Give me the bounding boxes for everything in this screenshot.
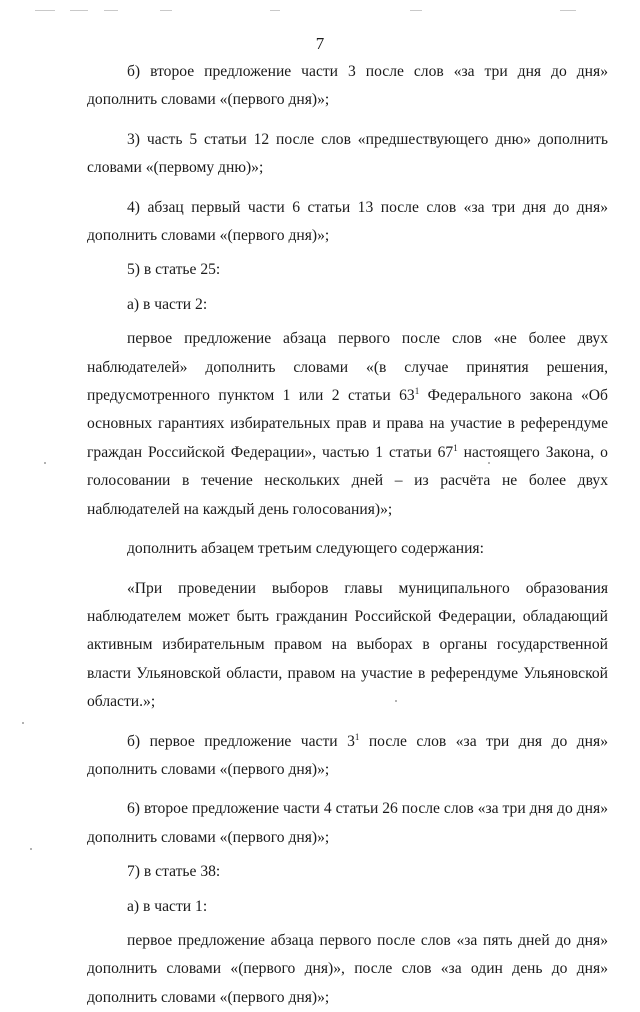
paragraph: 3) часть 5 статьи 12 после слов «предшествующего дню» дополнить словами «(первому дню)»; (87, 130, 608, 177)
superscript: 1 (354, 731, 360, 742)
superscript: 1 (414, 386, 420, 397)
paragraph-text: Федерального закона «Об основных гарантиях избирательных прав и права на участие в референдуме граждан Российской Федерации», частью 1 статьи 67 (87, 387, 608, 461)
scan-artifact (70, 10, 88, 11)
paragraph: а) в части 2: (127, 295, 208, 313)
paragraph: 5) в статье 25: (127, 261, 221, 279)
quoted-paragraph: «При проведении выборов главы муниципального образования наблюдателем может быть гражданин Российской Федерации, обладающий активным избирательным правом на выборах в органы государственной власти Ульяновской области, правом на участие в референдуме Ульяновской области.»; (87, 579, 608, 711)
paragraph: 6) второе предложение части 4 статьи 26 после слов «за три дня до дня» дополнить словами «(первого дня)»; (87, 800, 608, 846)
document-body (87, 58, 608, 1012)
paragraph-text: б) первое предложение части 3 (127, 732, 355, 750)
paragraph: а) в части 1: (127, 897, 208, 915)
scan-artifact (560, 10, 576, 11)
scan-artifact (35, 10, 55, 11)
scan-speck (44, 462, 46, 464)
paragraph: б) второе предложение части 3 после слов «за три дня до дня» дополнить словами «(первого дня)»; (87, 63, 608, 109)
paragraph: 4) абзац первый части 6 статьи 13 после слов «за три дня до дня» дополнить словами «(первого дня)»; (87, 198, 608, 245)
scan-artifact (104, 10, 118, 11)
paragraph-text: настоящего Закона, о голосовании в течение нескольких дней – из расчёта не более двух наблюдателей на каждый день голосования)»; (87, 443, 608, 518)
superscript: 1 (453, 442, 458, 453)
scan-artifact (270, 10, 280, 11)
paragraph: дополнить абзацем третьим следующего содержания: (127, 540, 484, 558)
paragraph: первое предложение абзаца первого после слов «за пять дней до дня» дополнить словами «(первого дня)», после слов «за один день до дня» дополнить словами «(первого дня)»; (87, 931, 608, 1006)
scan-artifact (410, 10, 422, 11)
scan-speck (22, 722, 24, 724)
paragraph-text: первое предложение абзаца первого после слов «не более двух наблюдателей» дополнить словами «(в случае принятия решения, предусмотренного пунктом 1 или 2 статьи 63 (87, 330, 608, 405)
scan-speck (30, 848, 32, 850)
paragraph: 7) в статье 38: (127, 863, 221, 881)
page-number: 7 (315, 34, 325, 53)
paragraph-text: после слов «за три дня до дня» дополнить словами «(первого дня)»; (87, 732, 608, 778)
paragraph-with-superscripts (87, 325, 608, 524)
scan-artifact (160, 10, 172, 11)
paragraph-with-superscript (87, 728, 608, 785)
